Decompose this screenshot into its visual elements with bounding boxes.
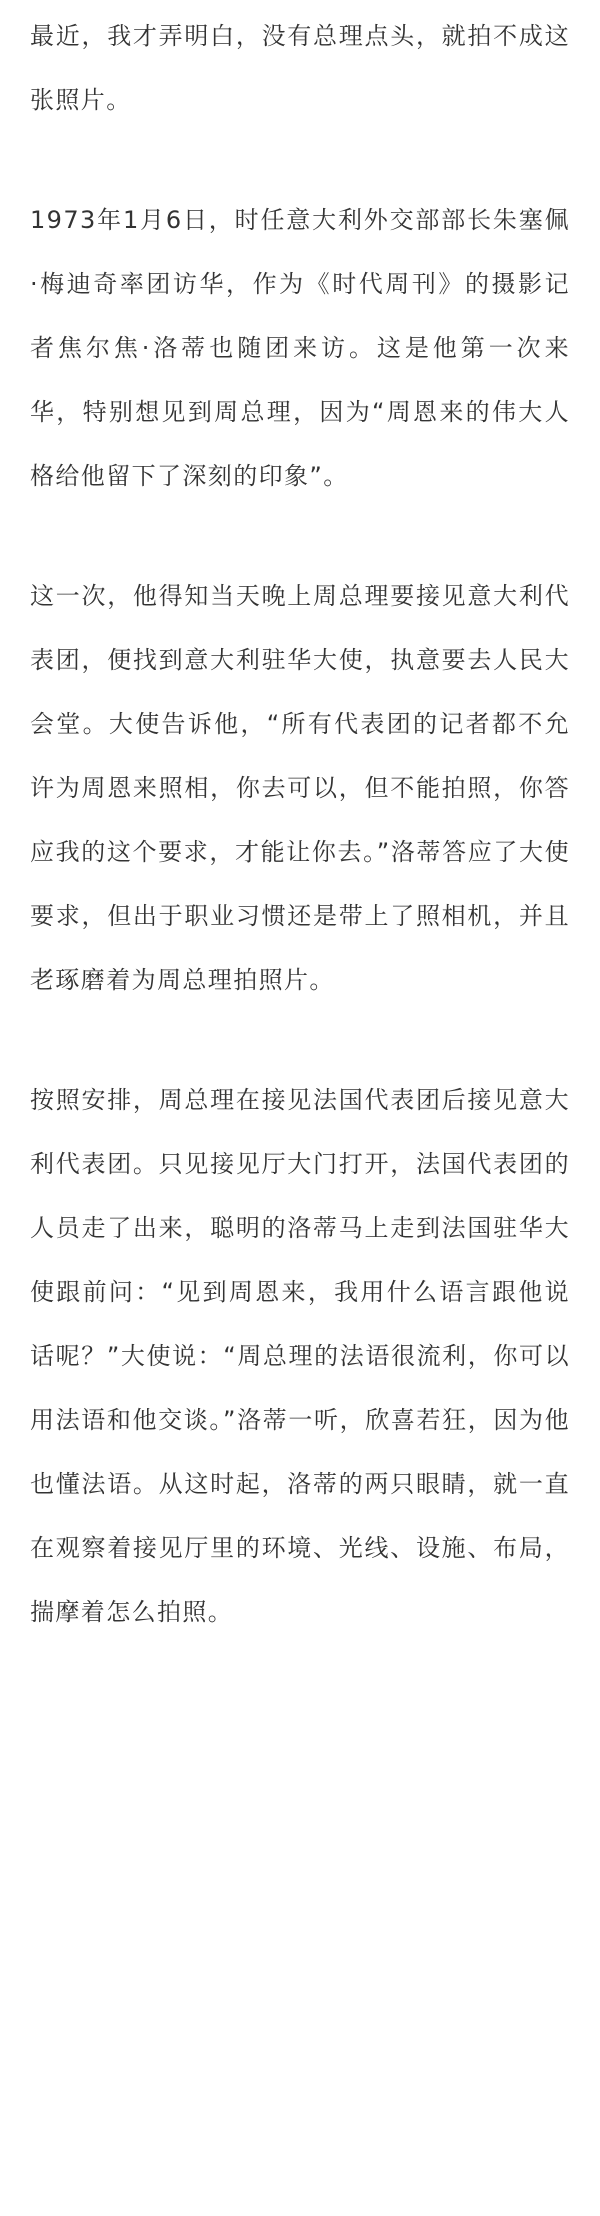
- paragraph-3: 这一次，他得知当天晚上周总理要接见意大利代表团，便找到意大利驻华大使，执意要去人民大会堂。大使告诉他，“所有代表团的记者都不允许为周恩来照相，你去可以，但不能拍照，你答应我的这个要求，才能让你去。”洛蒂答应了大使要求，但出于职业习惯还是带上了照相机，并且老琢磨着为周总理拍照片。: [30, 582, 570, 994]
- paragraph-1: 最近，我才弄明白，没有总理点头，就拍不成这张照片。: [30, 22, 570, 114]
- paragraph-4: 按照安排，周总理在接见法国代表团后接见意大利代表团。只见接见厅大门打开，法国代表团的人员走了出来，聪明的洛蒂马上走到法国驻华大使跟前问：“见到周恩来，我用什么语言跟他说话呢？”大使说：“周总理的法语很流利，你可以用法语和他交谈。”洛蒂一听，欣喜若狂，因为他也懂法语。从这时起，洛蒂的两只眼睛，就一直在观察着接见厅里的环境、光线、设施、布局，揣摩着怎么拍照。: [30, 1086, 570, 1626]
- paragraph-2: 1973年1月6日，时任意大利外交部部长朱塞佩·梅迪奇率团访华，作为《时代周刊》的摄影记者焦尔焦·洛蒂也随团来访。这是他第一次来华，特别想见到周总理，因为“周恩来的伟大人格给他留下了深刻的印象”。: [30, 206, 570, 490]
